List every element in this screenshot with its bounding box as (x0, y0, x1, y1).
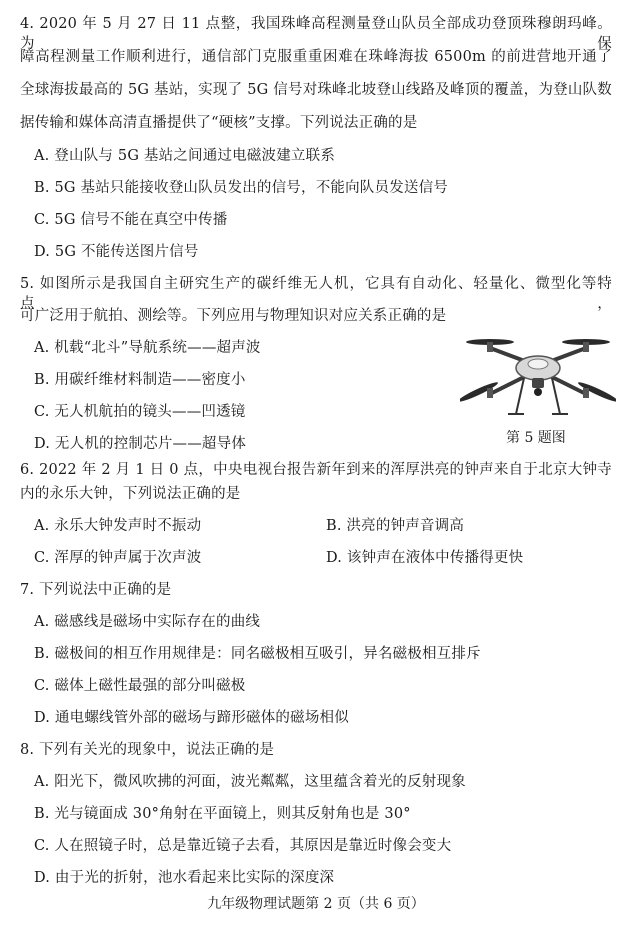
q7-stem: 7. 下列说法中正确的是 (20, 582, 172, 598)
q8-option-d: D. 由于光的折射，池水看起来比实际的深度深 (34, 870, 335, 886)
q8-option-b: B. 光与镜面成 30°角射在平面镜上，则其反射角也是 30° (34, 806, 411, 822)
q4-stem-line-4: 据传输和媒体高清直播提供了“硬核”支撑。下列说法正确的是 (20, 115, 418, 131)
drone-figure (460, 322, 616, 426)
q4-option-c: C. 5G 信号不能在真空中传播 (34, 212, 228, 228)
q8-option-a: A. 阳光下，微风吹拂的河面，波光粼粼，这里蕴含着光的反射现象 (34, 774, 466, 790)
q8-stem: 8. 下列有关光的现象中，说法正确的是 (20, 742, 275, 758)
q4-stem-line-3: 全球海拔最高的 5G 基站，实现了 5G 信号对珠峰北坡登山线路及峰顶的覆盖，为登山队数 (20, 82, 612, 98)
q5-option-c: C. 无人机航拍的镜头——凹透镜 (34, 404, 246, 420)
q5-option-b: B. 用碳纤维材料制造——密度小 (34, 372, 246, 388)
q8-option-c: C. 人在照镜子时，总是靠近镜子去看，其原因是靠近时像会变大 (34, 838, 452, 854)
page-footer: 九年级物理试题第 2 页（共 6 页） (207, 896, 425, 912)
q6-stem-line-2: 内的永乐大钟，下列说法正确的是 (20, 486, 241, 502)
q6-option-b: B. 洪亮的钟声音调高 (326, 518, 465, 534)
drone-illustration (460, 322, 616, 426)
q4-stem-line-2: 障高程测量工作顺利进行，通信部门克服重重困难在珠峰海拔 6500m 的前进营地开通了 (20, 49, 612, 65)
q5-stem-line-2: 可广泛用于航拍、测绘等。下列应用与物理知识对应关系正确的是 (20, 308, 447, 324)
q5-option-a: A. 机载“北斗”导航系统——超声波 (34, 340, 261, 356)
q5-stem-line-1: 5. 如图所示是我国自主研究生产的碳纤维无人机，它具有自动化、轻量化、微型化等特点， (20, 276, 612, 312)
q5-option-d: D. 无人机的控制芯片——超导体 (34, 436, 247, 452)
q6-option-a: A. 永乐大钟发声时不振动 (34, 518, 202, 534)
q7-option-a: A. 磁感线是磁场中实际存在的曲线 (34, 614, 261, 630)
q6-option-d: D. 该钟声在液体中传播得更快 (326, 550, 524, 566)
q4-option-d: D. 5G 不能传送图片信号 (34, 244, 199, 260)
q4-stem-line-1: 4. 2020 年 5 月 27 日 11 点整，我国珠峰高程测量登山队员全部成功登顶珠穆朗玛峰。为保 (20, 16, 612, 52)
q7-option-d: D. 通电螺线管外部的磁场与蹄形磁体的磁场相似 (34, 710, 349, 726)
q4-option-a: A. 登山队与 5G 基站之间通过电磁波建立联系 (34, 148, 336, 164)
q6-option-c: C. 浑厚的钟声属于次声波 (34, 550, 202, 566)
q4-option-b: B. 5G 基站只能接收登山队员发出的信号，不能向队员发送信号 (34, 180, 448, 196)
q6-stem-line-1: 6. 2022 年 2 月 1 日 0 点，中央电视台报告新年到来的浑厚洪亮的钟声来自于北京大钟寺 (20, 462, 612, 478)
figure-caption: 第 5 题图 (506, 430, 566, 446)
q7-option-b: B. 磁极间的相互作用规律是：同名磁极相互吸引，异名磁极相互排斥 (34, 646, 481, 662)
q7-option-c: C. 磁体上磁性最强的部分叫磁极 (34, 678, 246, 694)
